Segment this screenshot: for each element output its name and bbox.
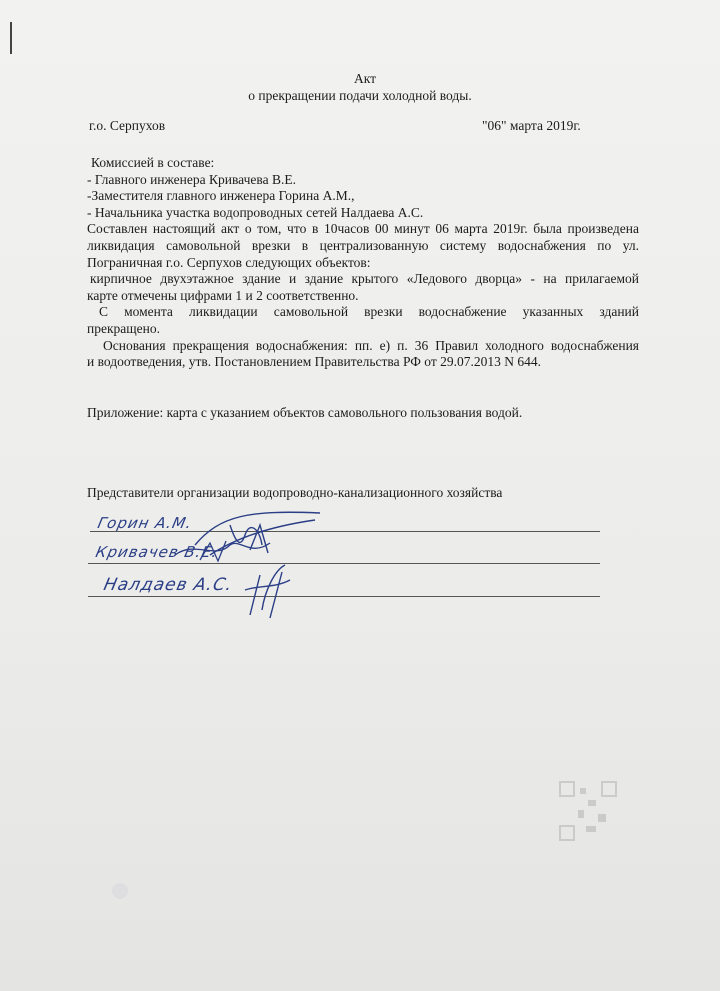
handwritten-signature-krivachev: Кривачев В.Е. [94, 543, 220, 561]
objects-paragraph-line: карте отмечены цифрами 1 и 2 соответственно. [87, 287, 359, 303]
document-body [87, 155, 639, 371]
document-date: "06" марта 2019г. [482, 118, 581, 133]
signature-line [88, 563, 600, 564]
act-paragraph-line: ликвидация самовольной врезки в централизованную систему водоснабжения по ул. [87, 237, 639, 253]
basis-paragraph-line: и водоотведения, утв. Постановлением Правительства РФ от 29.07.2013 N 644. [87, 354, 541, 370]
handwritten-signature-gorin: Горин А.М. [96, 514, 195, 532]
faded-qr-code [558, 780, 618, 842]
act-paragraph-line: Составлен настоящий акт о том, что в 10часов 00 минут 06 марта 2019г. была произведена [87, 221, 639, 237]
representatives-heading: Представители организации водопроводно-канализационного хозяйства [87, 485, 503, 500]
commission-member: - Начальника участка водопроводных сетей Налдаева А.С. [87, 204, 424, 220]
document-city: г.о. Серпухов [89, 118, 166, 133]
faded-footer-icon [112, 883, 128, 899]
act-paragraph-line: Пограничная г.о. Серпухов следующих объектов: [87, 254, 371, 270]
attachment-note: Приложение: карта с указанием объектов самовольного пользования водой. [87, 405, 523, 420]
termination-paragraph-line: С момента ликвидации самовольной врезки водоснабжение указанных зданий [99, 304, 639, 320]
document-subtitle: о прекращении подачи холодной воды. [248, 88, 472, 103]
termination-paragraph-line: прекращено. [87, 320, 161, 336]
commission-member: - Главного инженера Кривачева В.Е. [87, 171, 296, 187]
handwritten-signature-naldaev: Налдаев А.С. [101, 575, 235, 595]
document-title: Акт [353, 71, 377, 86]
commission-intro: Комиссией в составе: [91, 155, 215, 170]
scan-edge-mark [10, 22, 12, 54]
commission-member: -Заместителя главного инженера Горина А.М., [87, 188, 355, 204]
signature-line [88, 596, 600, 597]
signature-scrawl [240, 560, 300, 620]
basis-paragraph-line: Основания прекращения водоснабжения: пп. е) п. 36 Правил холодного водоснабжения [103, 337, 639, 353]
objects-paragraph-line: кирпичное двухэтажное здание и здание крытого «Ледового дворца» - на прилагаемой [90, 271, 639, 287]
document-header [0, 70, 720, 104]
